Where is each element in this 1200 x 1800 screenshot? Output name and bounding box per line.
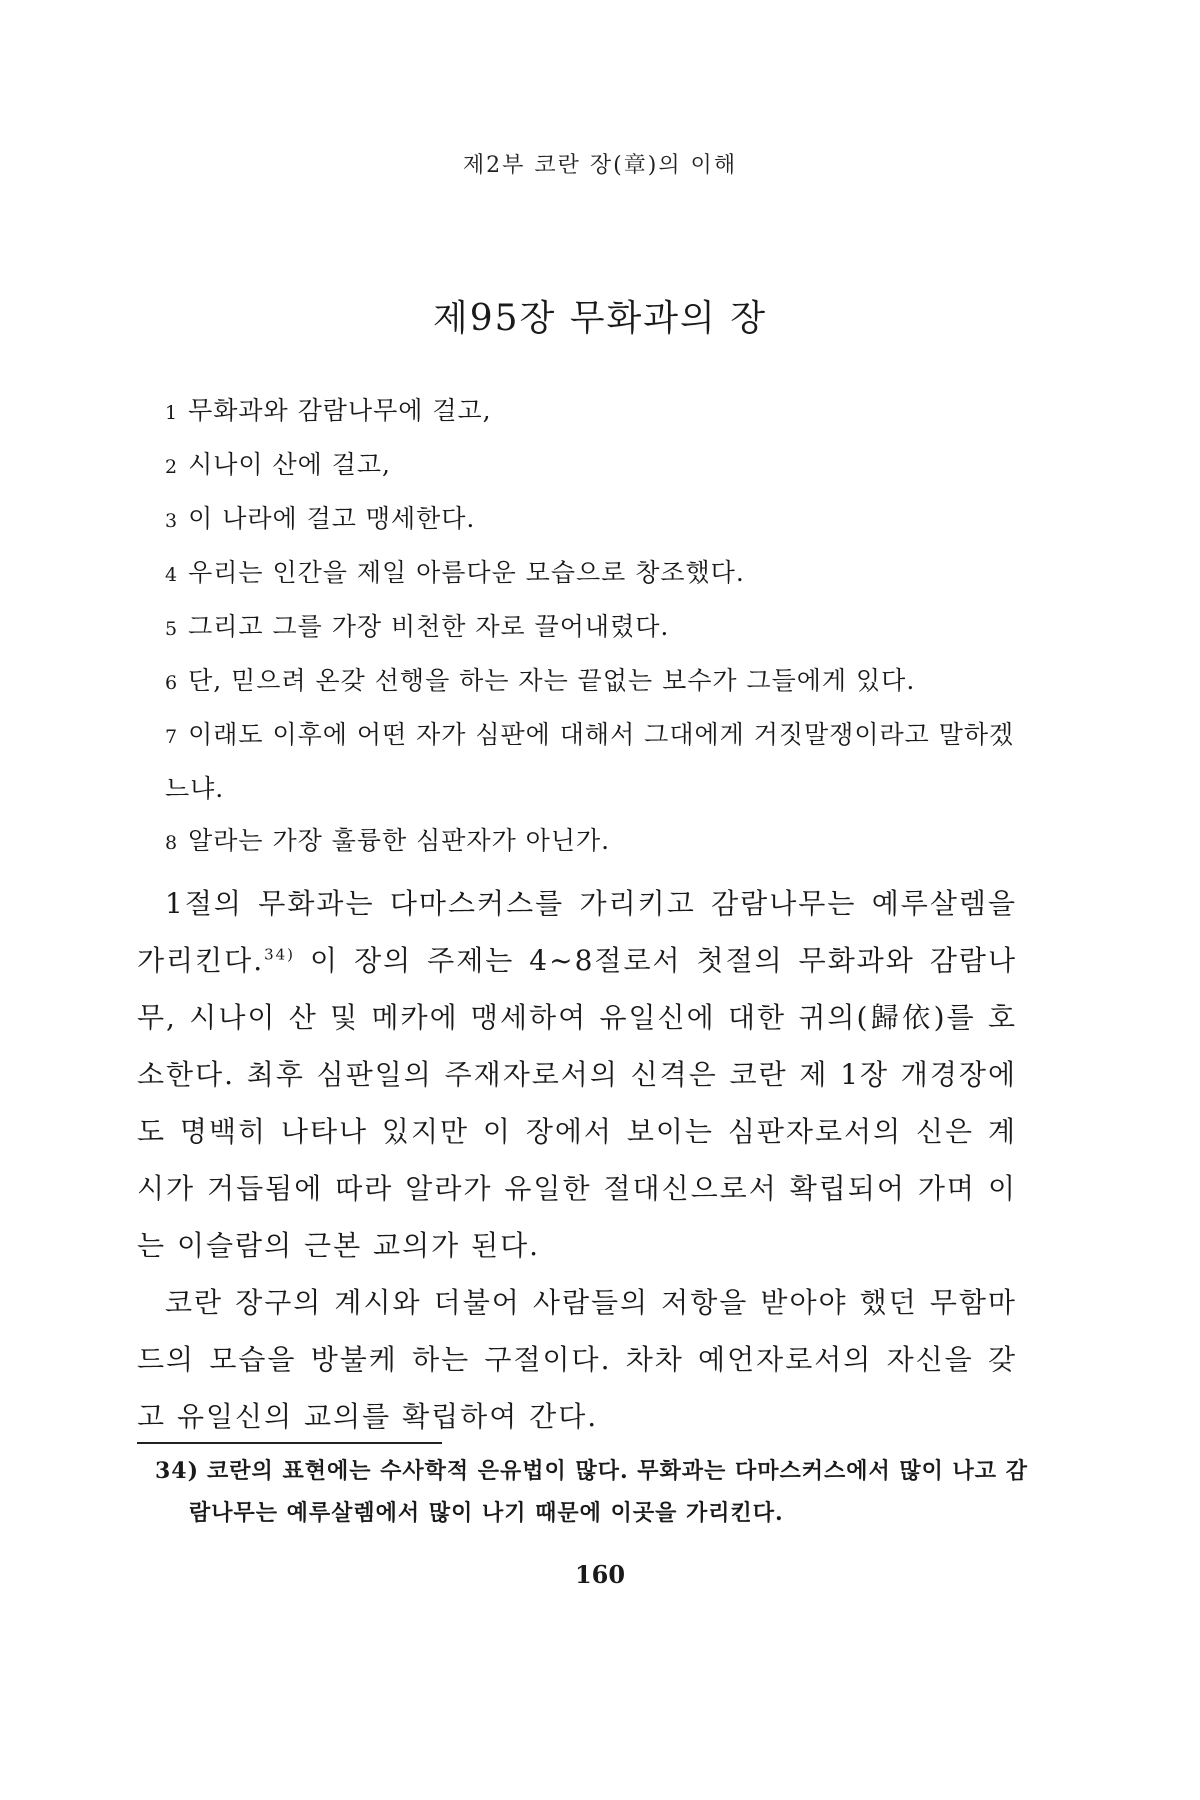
commentary-text: 이 장의 주제는 4~8절로서 첫절의 무화과와 감람나무, 시나이 산 및 메카에 맹세하여 유일신에 대한 귀의(歸依)를 호소한다. 최후 심판일의 주재자로서의 신격은 코란 제 1장 개경장에도 명백히 나타나 있지만 이 장에서 보이는 심판자로서의 신은 계시가 거듭됨에 따라 알라가 유일한 절대신으로서 확립되어 가며 이는 이슬람의 근본 교의가 된다. (137, 944, 1017, 1262)
verse-number: 7 (165, 726, 179, 748)
verse-number: 5 (165, 618, 179, 640)
verse-1 (165, 385, 1035, 439)
verse-5 (165, 601, 1035, 655)
verse-text: 알라는 가장 훌륭한 심판자가 아닌가. (188, 826, 611, 855)
verse-text: 무화과와 감람나무에 걸고, (188, 396, 492, 425)
verse-7 (165, 709, 1035, 815)
verse-6 (165, 655, 1035, 709)
chapter-title: 제95장 무화과의 장 (432, 298, 768, 339)
footnote-reference[interactable]: 34) (264, 945, 296, 964)
verse-list (165, 385, 1035, 869)
footnote-divider (137, 1442, 442, 1444)
verse-text: 이래도 이후에 어떤 자가 심판에 대해서 그대에게 거짓말쟁이라고 말하겠느냐. (165, 720, 1015, 803)
commentary (137, 875, 1017, 1445)
verse-number: 3 (165, 510, 179, 532)
running-head: 제2부 코란 장(章)의 이해 (462, 153, 738, 178)
commentary-paragraph-2: 코란 장구의 계시와 더불어 사람들의 저항을 받아야 했던 무함마드의 모습을 방불케 하는 구절이다. 차차 예언자로서의 자신을 갖고 유일신의 교의를 확립하여 간다. (137, 1286, 1017, 1433)
verse-number: 2 (165, 456, 179, 478)
verse-text: 단, 믿으려 온갖 선행을 하는 자는 끝없는 보수가 그들에게 있다. (188, 666, 916, 695)
verse-number: 1 (165, 402, 179, 424)
verse-text: 시나이 산에 걸고, (188, 450, 391, 479)
verse-text: 그리고 그를 가장 비천한 자로 끌어내렸다. (188, 612, 670, 641)
verse-8 (165, 815, 1035, 869)
footnote-text: 코란의 표현에는 수사학적 은유법이 많다. 무화과는 다마스커스에서 많이 나고 감람나무는 예루살렘에서 많이 나기 때문에 이곳을 가리킨다. (189, 1458, 1028, 1526)
verse-number: 8 (165, 832, 179, 854)
verse-3 (165, 493, 1035, 547)
commentary-paragraph-1 (137, 875, 1017, 1274)
footnote (155, 1450, 1049, 1534)
footnote-mark: 34) (155, 1458, 200, 1484)
verse-text: 우리는 인간을 제일 아름다운 모습으로 창조했다. (188, 558, 745, 587)
verse-text: 이 나라에 걸고 맹세한다. (188, 504, 476, 533)
page-number: 160 (574, 1560, 626, 1589)
verse-2 (165, 439, 1035, 493)
verse-4 (165, 547, 1035, 601)
verse-number: 6 (165, 672, 179, 694)
verse-number: 4 (165, 564, 179, 586)
commentary-text: 1절의 무화과는 다마스커스를 가리키고 감람나무는 예루살렘을 가리킨다. (137, 887, 1017, 977)
